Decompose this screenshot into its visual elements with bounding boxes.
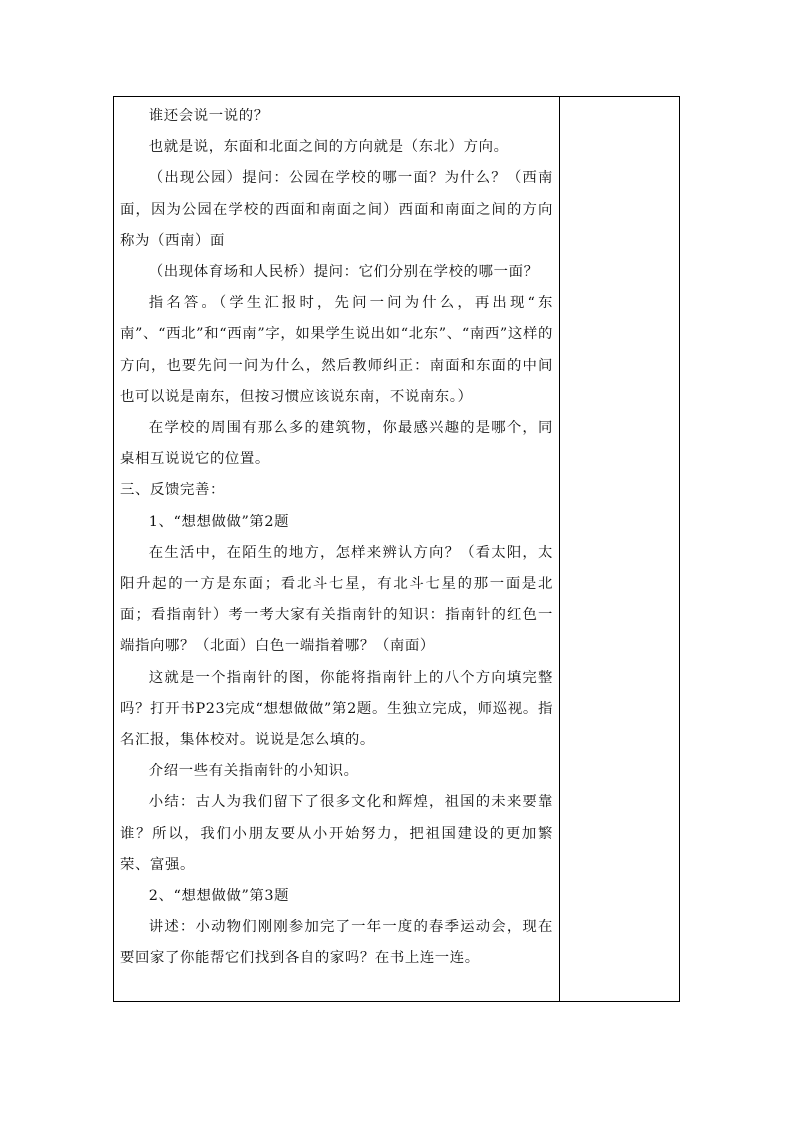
- section-heading: 三、反馈完善：: [120, 482, 225, 499]
- exercise-heading: 1、“想想做做”第2题: [148, 513, 290, 530]
- paragraph: 讲述：小动物们刚刚参加完了一年一度的春季运动会，现在要回家了你能帮它们找到各自的家吗？在书上连一连。: [120, 919, 553, 967]
- paragraph: 谁还会说一说的？: [148, 108, 269, 124]
- paragraph: 在学校的周围有那么多的建筑物，你最感兴趣的是哪个，同桌相互说说它的位置。: [120, 420, 553, 468]
- exercise-heading: 2、“想想做做”第3题: [148, 888, 290, 905]
- paragraph: （出现体育场和人民桥）提问：它们分别在学校的哪一面？: [148, 264, 539, 281]
- paragraph: 也就是说，东面和北面之间的方向就是（东北）方向。: [148, 139, 509, 156]
- paragraph: 这就是一个指南针的图，你能将指南针上的八个方向填完整吗？打开书P23完成“想想做做”第2题。生独立完成，师巡视。指名汇报，集体校对。说说是怎么填的。: [120, 669, 553, 749]
- lesson-content-cell: [114, 97, 559, 1001]
- paragraph: 指名答。（学生汇报时，先问一问为什么，再出现“东南”、“西北”和“西南”字，如果学生说出如“北东”、“南西”这样的方向，也要先问一问为什么，然后教师纠正：南面和东面的中间也可以说是南东，但按习惯应该说东南，不说南东。）: [120, 295, 553, 405]
- paragraph: 介绍一些有关指南针的小知识。: [148, 763, 359, 780]
- lesson-table: [113, 96, 680, 1002]
- summary-paragraph: 小结：古人为我们留下了很多文化和辉煌，祖国的未来要靠谁？所以，我们小朋友要从小开始努力，把祖国建设的更加繁荣、富强。: [120, 794, 553, 873]
- notes-cell: [560, 97, 679, 1001]
- paragraph: 在生活中，在陌生的地方，怎样来辨认方向？（看太阳，太阳升起的一方是东面；看北斗七星，有北斗七星的那一面是北面；看指南针）考一考大家有关指南针的知识：指南针的红色一端指向哪？（北面）白色一端指着哪？（南面）: [120, 544, 553, 655]
- paragraph: （出现公园）提问：公园在学校的哪一面？为什么？（西南面，因为公园在学校的西面和南面之间）西面和南面之间的方向称为（西南）面: [120, 170, 553, 249]
